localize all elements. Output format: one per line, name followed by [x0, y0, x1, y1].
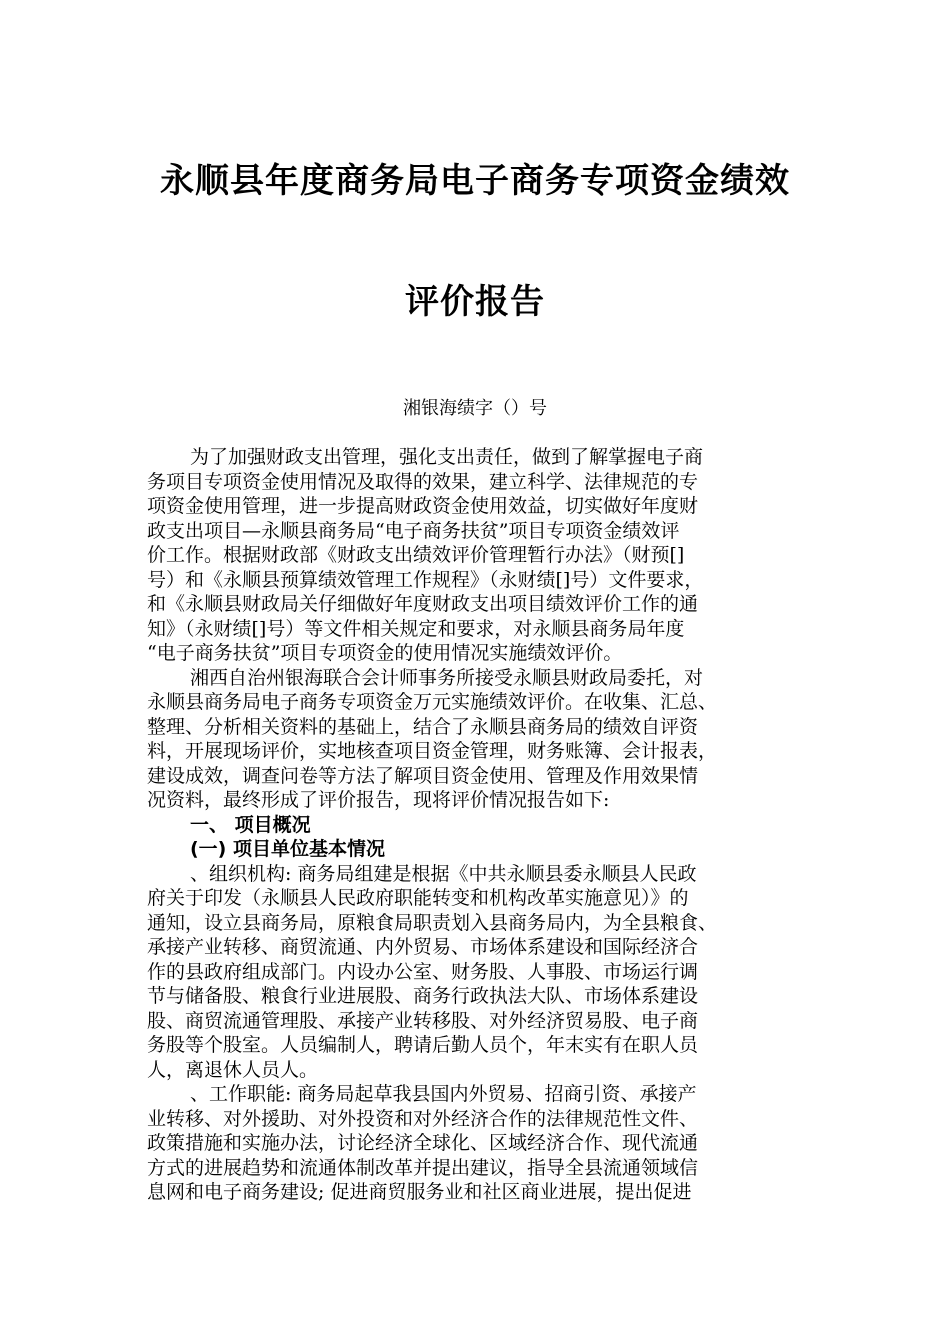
- text-line: 项资金使用管理，进一步提高财政资金使用效益，切实做好年度财: [147, 495, 699, 517]
- section-heading: 一、 项目概况: [190, 813, 311, 836]
- text-line: 为了加强财政支出管理，强化支出责任，做到了解掌握电子商: [190, 446, 704, 468]
- text-line: 息网和电子商务建设; 促进商贸服务业和社区商业进展，提出促进: [147, 1181, 692, 1203]
- text-line: 、工作职能: 商务局起草我县国内外贸易、招商引资、承接产: [190, 1083, 697, 1105]
- text-line: 方式的进展趋势和流通体制改革并提出建议，指导全县流通领域信: [147, 1156, 699, 1179]
- text-line: 作的县政府组成部门。内设办公室、财务股、人事股、市场运行调: [147, 960, 699, 983]
- document-number: 湘银海绩字（）号: [403, 398, 547, 419]
- text-line: 政策措施和实施办法，讨论经济全球化、区域经济合作、现代流通: [147, 1132, 699, 1154]
- text-line: 和《永顺县财政局关仔细做好年度财政支出项目绩效评价工作的通: [147, 593, 699, 615]
- text-line: 务项目专项资金使用情况及取得的效果，建立科学、法律规范的专: [147, 470, 699, 493]
- text-line: 府关于印发（永顺县人民政府职能转变和机构改革实施意见）》的: [147, 887, 689, 909]
- text-line: 、组织机构: 商务局组建是根据《中共永顺县委永顺县人民政: [190, 862, 697, 885]
- text-line: 整理、分析相关资料的基础上，结合了永顺县商务局的绩效自评资: [147, 715, 699, 738]
- report-title-line2: 评价报告: [405, 282, 545, 322]
- text-line: 料，开展现场评价，实地核查项目资金管理，财务账簿、会计报表，: [147, 740, 718, 762]
- text-line: 湘西自治州银海联合会计师事务所接受永顺县财政局委托，对: [190, 666, 704, 689]
- text-line: 号）和《永顺县预算绩效管理工作规程》（永财绩[]号）文件要求，: [147, 568, 704, 591]
- text-line: 政支出项目—永顺县商务局“电子商务扶贫”项目专项资金绩效评: [147, 519, 680, 542]
- text-line: 节与储备股、粮食行业进展股、商务行政执法大队、市场体系建设: [147, 985, 699, 1007]
- text-line: 价工作。根据财政部《财政支出绩效评价管理暂行办法》（财预[]: [147, 544, 685, 566]
- text-line: 况资料，最终形成了评价报告，现将评价情况报告如下:: [147, 789, 610, 811]
- text-line: 建设成效，调查问卷等方法了解项目资金使用、管理及作用效果情: [147, 764, 699, 787]
- text-line: 业转移、对外援助、对外投资和对外经济合作的法律规范性文件、: [147, 1107, 699, 1130]
- text-line: 人，离退休人员人。: [147, 1058, 319, 1081]
- text-line: “电子商务扶贫”项目专项资金的使用情况实施绩效评价。: [147, 642, 623, 664]
- section-heading: (一) 项目单位基本情况: [190, 838, 385, 860]
- text-line: 知》（永财绩[]号）等文件相关规定和要求，对永顺县商务局年度: [147, 617, 685, 640]
- report-title-line1: 永顺县年度商务局电子商务专项资金绩效: [160, 161, 790, 201]
- text-line: 永顺县商务局电子商务专项资金万元实施绩效评价。在收集、汇总、: [147, 691, 718, 713]
- text-line: 承接产业转移、商贸流通、内外贸易、市场体系建设和国际经济合: [147, 936, 699, 958]
- text-line: 通知，设立县商务局，原粮食局职责划入县商务局内，为全县粮食、: [147, 911, 718, 934]
- text-line: 股、商贸流通管理股、承接产业转移股、对外经济贸易股、电子商: [147, 1009, 699, 1032]
- text-line: 务股等个股室。人员编制人，聘请后勤人员个，年末实有在职人员: [147, 1034, 699, 1056]
